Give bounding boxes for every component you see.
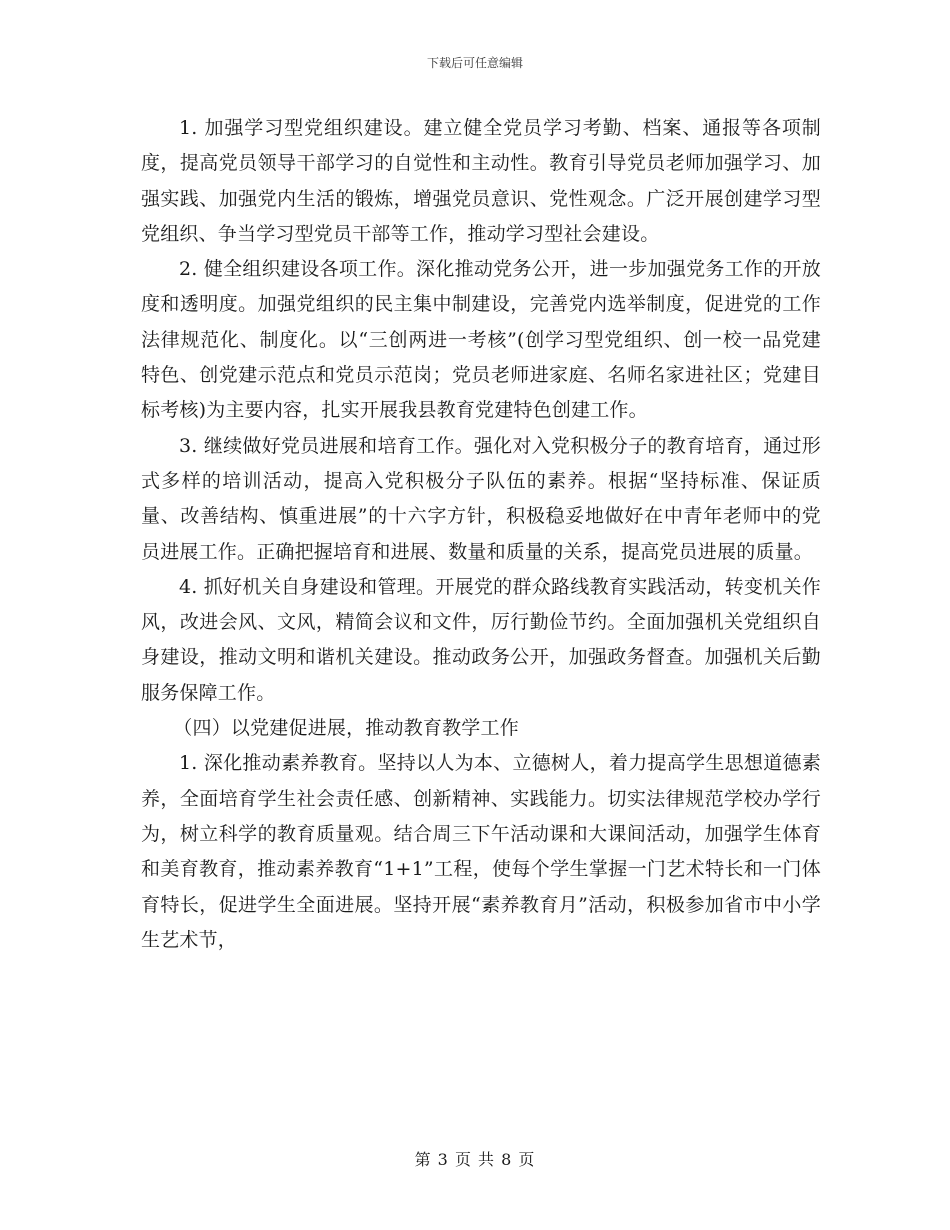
paragraph-3: 3. 继续做好党员进展和培育工作。强化对入党积极分子的教育培育，通过形式多样的培训活动，提高入党积极分子队伍的素养。根据“坚持标准、保证质量、改善结构、慎重进展”的十六字方针，积极稳妥地做好在中青年老师中的党员进展工作。正确把握培育和进展、数量和质量的关系，提高党员进展的质量。: [141, 434, 821, 563]
page-header: 下载后可任意编辑: [426, 56, 523, 70]
paragraph-2: 2. 健全组织建设各项工作。深化推动党务公开，进一步加强党务工作的开放度和透明度。加强党组织的民主集中制建设，完善党内选举制度，促进党的工作法律规范化、制度化。以“三创两进一考核”(创学习型党组织、创一校一品党建特色、创党建示范点和党员示范岗；党员老师进家庭、名师名家进社区；党建目标考核)为主要内容，扎实开展我县教育党建特色创建工作。: [141, 258, 821, 422]
document-body: [141, 111, 821, 958]
paragraph-5: 1. 深化推动素养教育。坚持以人为本、立德树人，着力提高学生思想道德素养，全面培育学生社会责任感、创新精神、实践能力。切实法律规范学校办学行为，树立科学的教育质量观。结合周三下午活动课和大课间活动，加强学生体育和美育教育，推动素养教育“1+1”工程，使每个学生掌握一门艺术特长和一门体育特长，促进学生全面进展。坚持开展“素养教育月”活动，积极参加省市中小学生艺术节，: [141, 752, 821, 951]
page-number: 第 3 页 共 8 页: [414, 1150, 536, 1169]
paragraph-4: 4. 抓好机关自身建设和管理。开展党的群众路线教育实践活动，转变机关作风，改进会风、文风，精简会议和文件，厉行勤俭节约。全面加强机关党组织自身建设，推动文明和谐机关建设。推动政务公开，加强政务督查。加强机关后勤服务保障工作。: [141, 575, 821, 704]
paragraph-1: 1. 加强学习型党组织建设。建立健全党员学习考勤、档案、通报等各项制度，提高党员领导干部学习的自觉性和主动性。教育引导党员老师加强学习、加强实践、加强党内生活的锻炼，增强党员意识、党性观念。广泛开展创建学习型党组织、争当学习型党员干部等工作，推动学习型社会建设。: [141, 117, 821, 245]
section-heading: （四）以党建促进展，推动教育教学工作: [173, 717, 519, 740]
